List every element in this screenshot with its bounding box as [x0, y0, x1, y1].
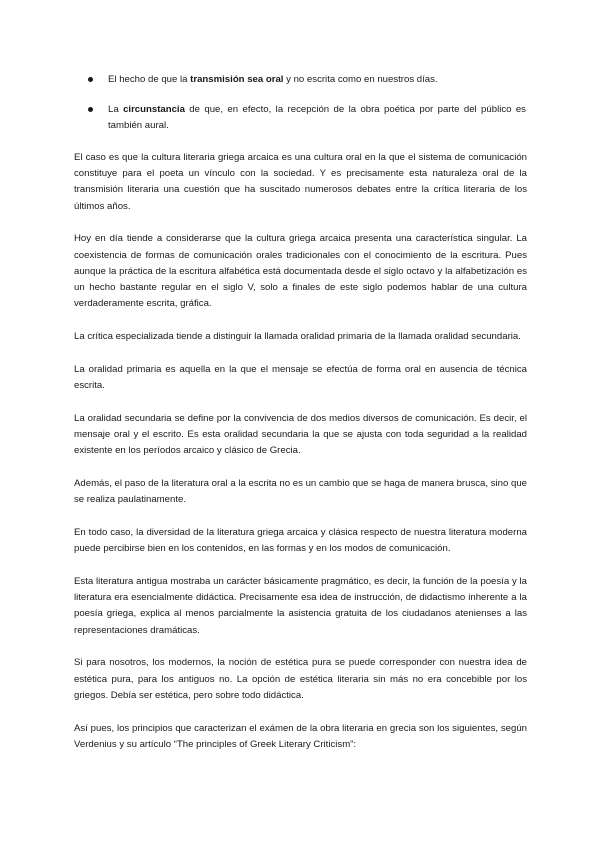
paragraph: Además, el paso de la literatura oral a la escrita no es un cambio que se haga de manera brusca, sino que se realiza paulatinamente. [74, 478, 527, 506]
bullet-list [86, 72, 526, 134]
bullet-text-before: El hecho de que la [108, 74, 191, 85]
paragraph: La oralidad secundaria se define por la convivencia de dos medios diversos de comunicación. Es decir, el mensaje oral y el escrito. Es esta oralidad secundaria la que se ajusta con toda seguridad a la realidad existente en los períodos arcaico y clásico de Grecia. [74, 412, 527, 457]
bullet-item [86, 102, 526, 134]
bullet-icon [88, 77, 93, 82]
document-body [74, 150, 527, 770]
bullet-text-after: y no escrita como en nuestros días. [283, 74, 438, 85]
bullet-icon [88, 107, 93, 112]
paragraph: En todo caso, la diversidad de la literatura griega arcaica y clásica respecto de nuestra literatura moderna puede percibirse bien en los contenidos, en las formas y en los modos de comunicación. [74, 527, 527, 555]
bullet-item [86, 72, 526, 88]
bullet-text-before: La [108, 104, 124, 115]
paragraph: Hoy en día tiende a considerarse que la cultura griega arcaica presenta una característica singular. La coexistencia de formas de comunicación orales tradicionales con el conocimiento de la escritura. Pues aunque la práctica de la escritura alfabética está documentada desde el siglo octavo y la alfabetización es un hecho bastante regular en el siglo V, solo a finales de este siglo podemos hablar de una cultura verdaderamente escrita, gráfica. [74, 233, 527, 310]
bullet-text-after: de que, en efecto, la recepción de la obra poética por parte del público es también aural. [108, 104, 526, 131]
bullet-text-bold: circunstancia [123, 104, 185, 115]
paragraph: Esta literatura antigua mostraba un carácter básicamente pragmático, es decir, la función de la poesía y la literatura era esencialmente didáctica. Precisamente esa idea de instrucción, de didactismo inherente a la poesía griega, explica al menos parcialmente la asistencia gratuita de los ciudadanos atenienses a las representaciones dramáticas. [74, 576, 527, 636]
paragraph: Si para nosotros, los modernos, la noción de estética pura se puede corresponder con nuestra idea de estética pura, para los antiguos no. La opción de estética literaria sin más no era concebible por los griegos. Debía ser estética, pero sobre todo didáctica. [74, 657, 527, 701]
paragraph: El caso es que la cultura literaria griega arcaica es una cultura oral en la que el sistema de comunicación constituye para el poeta un vínculo con la sociedad. Y es precisamente esta naturaleza oral de la transmisión literaria una cuestión que ha suscitado numerosos debates entre la crítica literaria de los últimos años. [74, 152, 527, 212]
paragraph: La crítica especializada tiende a distinguir la llamada oralidad primaria de la llamada oralidad secundaria. [74, 331, 521, 343]
bullet-text-bold: transmisión sea oral [190, 74, 284, 85]
paragraph: Así pues, los principios que caracterizan el exámen de la obra literaria en grecia son los siguientes, según Verdenius y su artículo “The principles of Greek Literary Criticism”: [74, 722, 527, 750]
paragraph: La oralidad primaria es aquella en la que el mensaje se efectúa de forma oral en ausencia de técnica escrita. [74, 363, 527, 392]
